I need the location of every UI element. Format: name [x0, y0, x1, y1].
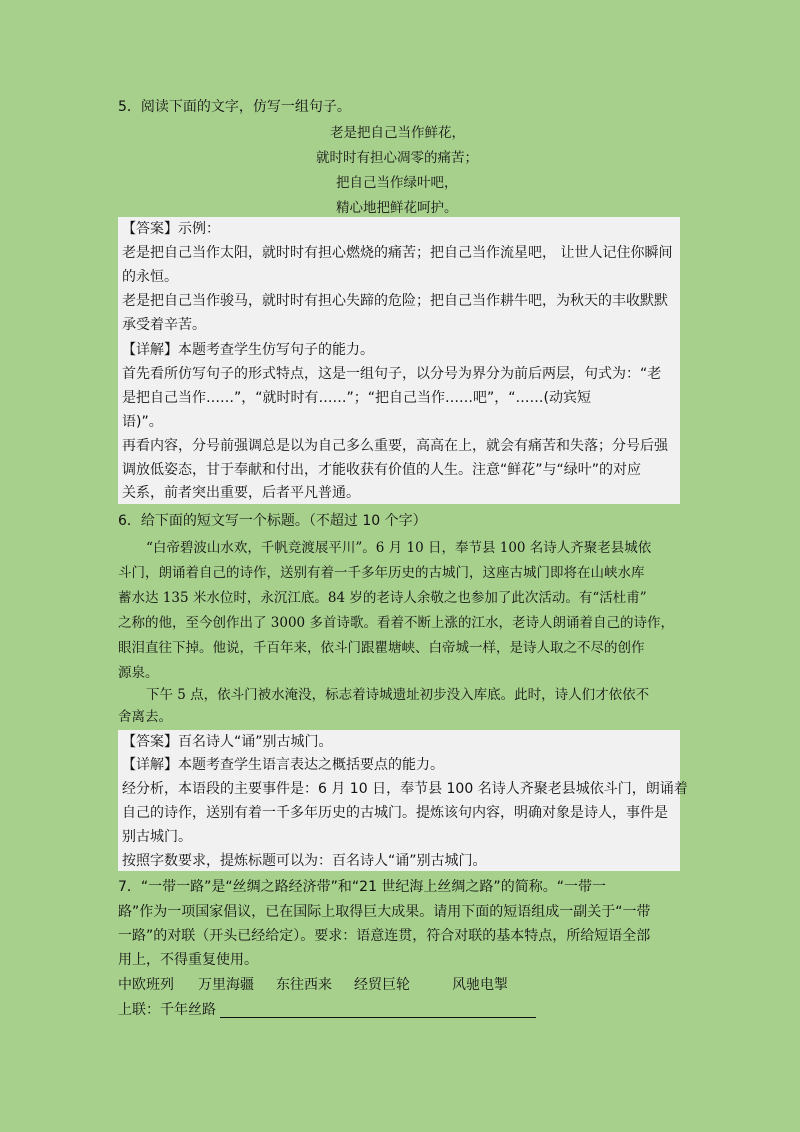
q6-passage-line: 蓄水达 135 米水位时，永沉江底。84 岁的老诗人余敬之也参加了此次活动。有“活杜甫” [118, 590, 647, 606]
explanation-line: 调放低姿态，甘于奉献和付出，才能收获有价值的人生。注意“鲜花”与“绿叶”的对应 [122, 462, 642, 478]
q6-passage-line: 下午 5 点，依斗门被水淹没，标志着诗城遗址初步没入库底。此时，诗人们才依依不 [146, 687, 650, 703]
explanation-label: 【详解】本题考查学生语言表达之概括要点的能力。 [122, 757, 444, 773]
q7-question-line: 一路”的对联（开头已经给定）。要求：语意连贯，符合对联的基本特点，所给短语全部 [118, 928, 651, 944]
answer-blank-underline [220, 1017, 536, 1018]
q6-question: 6．给下面的短文写一个标题。（不超过 10 个字） [118, 513, 427, 529]
q5-poem-line: 就时时有担心凋零的痛苦； [316, 150, 478, 166]
explanation-line: 自己的诗作，送别有着一千多年历史的古城门。提炼该句内容，明确对象是诗人，事件是 [122, 805, 668, 821]
phrase: 经贸巨轮 [354, 977, 410, 993]
q6-passage-line: 眼泪直往下掉。他说，千百年来，依斗门跟瞿塘峡、白帝城一样，是诗人取之不尽的创作 [118, 640, 645, 656]
q6-passage-line: “白帝碧波山水欢，千帆竞渡展平川”。6 月 10 日，奉节县 100 名诗人齐聚老县城依 [146, 540, 652, 556]
phrase: 中欧班列 [118, 977, 174, 993]
q5-poem-line: 把自己当作绿叶吧， [336, 175, 458, 191]
q5-question: 5．阅读下面的文字，仿写一组句子。 [118, 99, 351, 115]
q6-passage-line: 之称的他，至今创作出了 3000 多首诗歌。看着不断上涨的江水，老诗人朗诵着自己的诗作， [118, 615, 674, 631]
couplet-first-line-label: 上联：千年丝路 [118, 1002, 216, 1018]
q5-poem-line: 精心地把鲜花呵护。 [336, 200, 458, 216]
q6-passage-line: 源泉。 [118, 665, 159, 681]
explanation-line: 别古城门。 [122, 829, 192, 845]
answer-line: 的永恒。 [122, 269, 178, 285]
explanation-line: 经分析，本语段的主要事件是：6 月 10 日，奉节县 100 名诗人齐聚老县城依斗门，朗诵着 [122, 781, 688, 797]
q6-answer-box [118, 730, 688, 871]
explanation-line: 是把自己当作……”，“就时时有……”；“把自己当作……吧”，“……(动宾短 [122, 390, 591, 406]
phrase: 风驰电掣 [452, 977, 508, 993]
explanation-line: 再看内容，分号前强调总是以为自己多么重要，高高在上，就会有痛苦和失落；分号后强 [122, 438, 668, 454]
q6-passage-line: 舍离去。 [118, 709, 172, 725]
q5-poem-line: 老是把自己当作鲜花， [330, 125, 465, 141]
answer-label: 【答案】示例： [122, 221, 220, 237]
answer-line: 【答案】百名诗人“诵”别古城门。 [122, 734, 333, 750]
q7-question-line: 7．“一带一路”是“丝绸之路经济带”和“21 世纪海上丝绸之路”的简称。“一带一 [118, 879, 606, 895]
answer-line: 承受着辛苦。 [122, 317, 206, 333]
q7-question-line: 用上，不得重复使用。 [118, 952, 258, 968]
q7-question-line: 路”作为一项国家倡议，已在国际上取得巨大成果。请用下面的短语组成一副关于“一带 [118, 904, 651, 920]
q5-answer-box [118, 217, 680, 504]
explanation-label: 【详解】本题考查学生仿写句子的能力。 [122, 342, 374, 358]
explanation-line: 关系，前者突出重要，后者平凡普通。 [122, 485, 360, 501]
explanation-line: 语)”。 [122, 414, 163, 430]
explanation-line: 首先看所仿写句子的形式特点，这是一组句子，以分号为界分为前后两层，句式为：“老 [122, 366, 662, 382]
explanation-line: 按照字数要求，提炼标题可以为：百名诗人“诵”别古城门。 [122, 853, 487, 869]
phrase: 万里海疆 [198, 977, 254, 993]
answer-line: 老是把自己当作太阳，就时时有担心燃烧的痛苦；把自己当作流星吧， 让世人记住你瞬间 [122, 245, 673, 261]
q6-passage-line: 斗门，朗诵着自己的诗作，送别有着一千多年历史的古城门，这座古城门即将在山峡水库 [118, 565, 645, 581]
phrase: 东往西来 [276, 977, 332, 993]
answer-line: 老是把自己当作骏马，就时时有担心失蹄的危险；把自己当作耕牛吧，为秋天的丰收默默 [122, 293, 668, 309]
